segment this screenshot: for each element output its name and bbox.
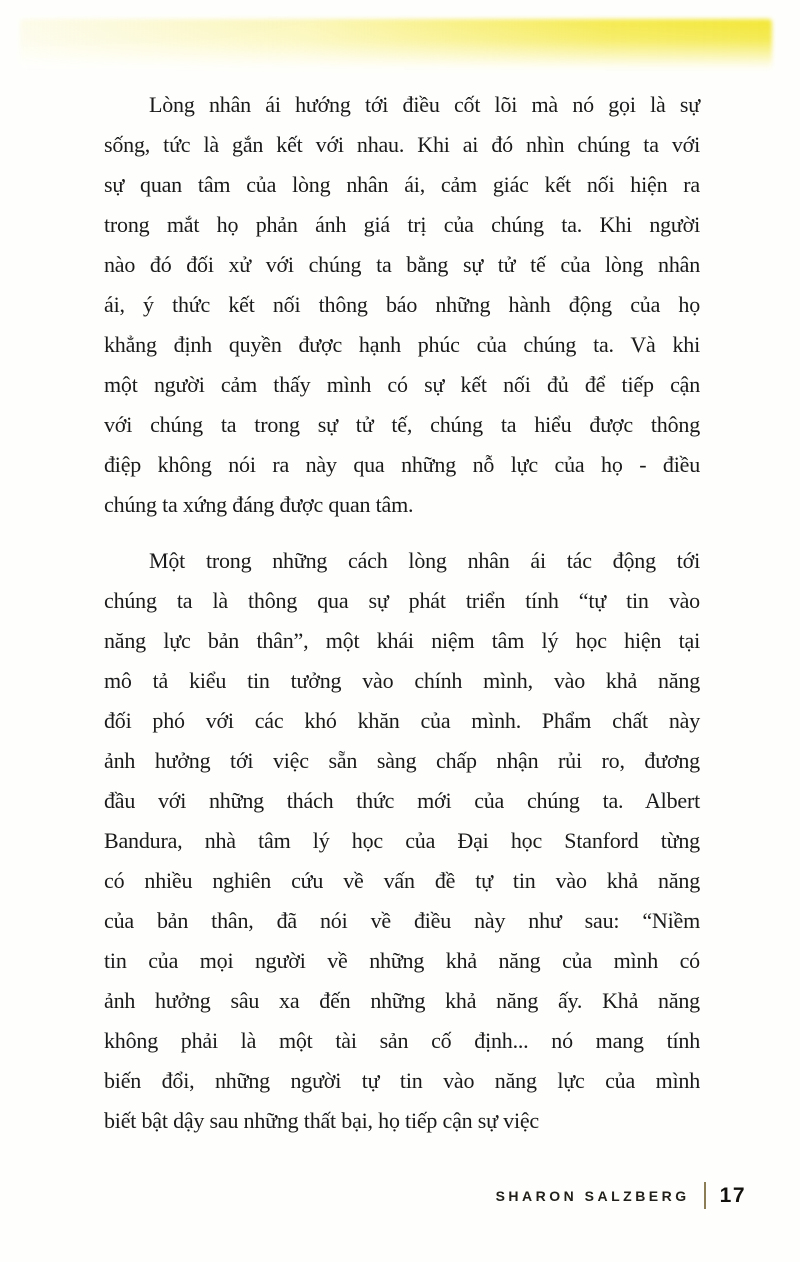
page-number: 17 [719,1183,746,1207]
text-line: có nhiều nghiên cứu về vấn đề tự tin vào khả năng [104,868,700,893]
text-line: Lòng nhân ái hướng tới điều cốt lõi mà nó gọi là sự [149,92,700,117]
text-line: ảnh hưởng sâu xa đến những khả năng ấy. Khả năng [104,988,700,1013]
text-line: với chúng ta trong sự tử tế, chúng ta hiểu được thông [104,412,700,437]
text-line: chúng ta xứng đáng được quan tâm. [104,492,414,517]
text-line: sự quan tâm của lòng nhân ái, cảm giác kết nối hiện ra [104,172,700,197]
text-line: đầu với những thách thức mới của chúng ta. Albert [104,788,700,813]
text-line: một người cảm thấy mình có sự kết nối đủ để tiếp cận [104,372,700,397]
text-line: mô tả kiểu tin tưởng vào chính mình, vào khả năng [104,668,700,693]
text-line: Bandura, nhà tâm lý học của Đại học Stanford từng [104,828,700,853]
text-line: không phải là một tài sản cố định... nó mang tính [104,1028,700,1053]
text-line: năng lực bản thân”, một khái niệm tâm lý học hiện tại [104,628,700,653]
paragraph-2 [104,541,700,1141]
text-line: ái, ý thức kết nối thông báo những hành động của họ [104,292,700,317]
text-line: trong mắt họ phản ánh giá trị của chúng ta. Khi người [104,212,700,237]
text-line: Một trong những cách lòng nhân ái tác động tới [149,548,700,573]
text-line: đối phó với các khó khăn của mình. Phẩm chất này [104,708,700,733]
page-footer [496,1182,746,1209]
text-line: chúng ta là thông qua sự phát triển tính “tự tin vào [104,588,700,613]
text-line: điệp không nói ra này qua những nỗ lực của họ - điều [104,452,700,477]
text-line: khẳng định quyền được hạnh phúc của chúng ta. Và khi [104,332,700,357]
page-text-block [104,85,700,1141]
text-line: của bản thân, đã nói về điều này như sau: “Niềm [104,908,700,933]
text-line: sống, tức là gắn kết với nhau. Khi ai đó nhìn chúng ta với [104,132,700,157]
text-line: nào đó đối xử với chúng ta bằng sự tử tế của lòng nhân [104,252,700,277]
footer-divider [704,1182,706,1209]
text-line: biến đổi, những người tự tin vào năng lực của mình [104,1068,700,1093]
text-line: ảnh hưởng tới việc sẵn sàng chấp nhận rủi ro, đương [104,748,700,773]
text-line: tin của mọi người về những khả năng của mình có [104,948,700,973]
paragraph-1 [104,85,700,525]
watercolor-highlight-band [20,19,772,69]
author-name: SHARON SALZBERG [495,1187,690,1204]
text-line: biết bật dậy sau những thất bại, họ tiếp cận sự việc [104,1108,539,1133]
